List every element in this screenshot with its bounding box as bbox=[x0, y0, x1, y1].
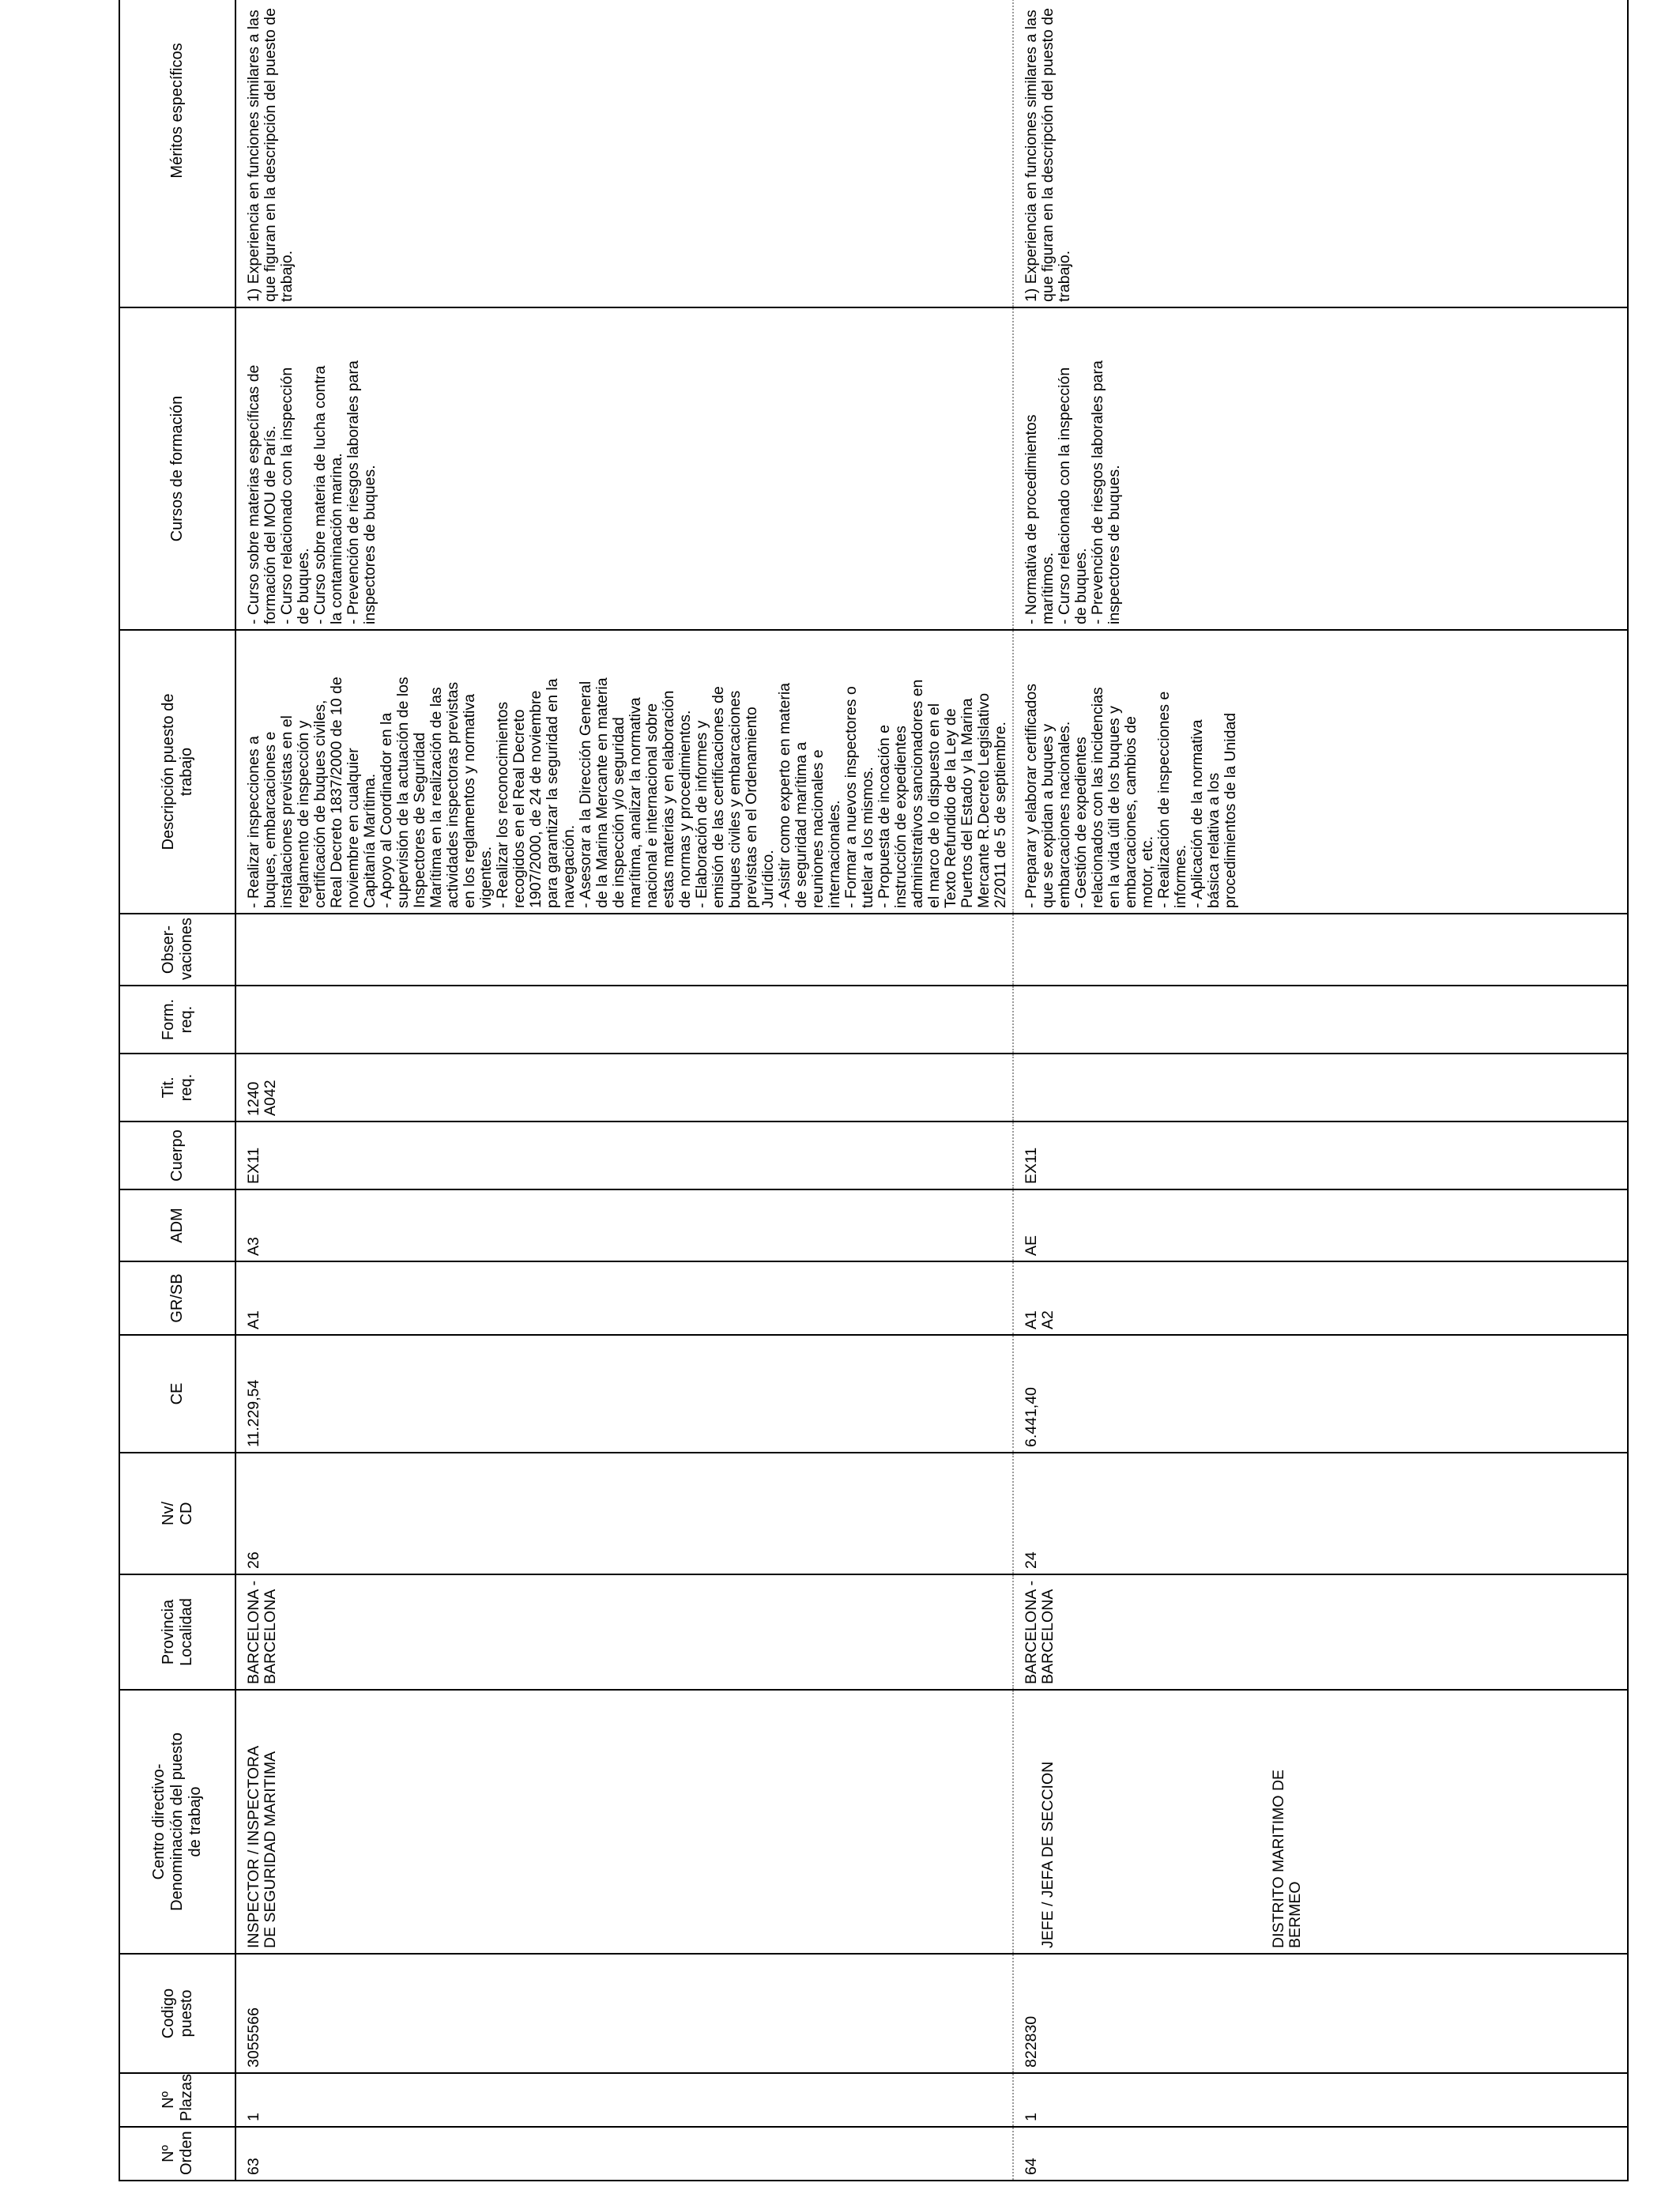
cell-ce: 11.229,54 bbox=[235, 1335, 1013, 1453]
cell-titulacion bbox=[1013, 1054, 1628, 1122]
cell-localidad: BARCELONA - BARCELONA bbox=[1013, 1574, 1628, 1690]
cell-observaciones bbox=[235, 914, 1013, 986]
table-row bbox=[235, 0, 1013, 2181]
cell-descripcion: - Preparar y elaborar certificados que se expidan a buques y embarcaciones nacionales. - Gestión de expedientes relacionados con las incidencias en la vida útil de los buques y embarcaciones, cambios de motor, etc. - Realización de inspecciones e informes. - Aplicación de la normativa básica relativa a los procedimientos de la Unidad bbox=[1013, 630, 1628, 914]
cell-orden: 64 bbox=[1013, 2127, 1628, 2181]
header-titulacion: Tit. req. bbox=[119, 1054, 235, 1122]
header-orden: Nº Orden bbox=[119, 2127, 235, 2181]
header-ce: CE bbox=[119, 1335, 235, 1453]
header-descripcion: Descripción puesto de trabajo bbox=[119, 630, 235, 914]
cell-plazas: 1 bbox=[1013, 2073, 1628, 2127]
rotated-table-wrapper bbox=[119, 8, 1604, 2181]
table-row bbox=[1013, 0, 1628, 2181]
cell-plazas: 1 bbox=[235, 2073, 1013, 2127]
cell-denominacion bbox=[1013, 1690, 1628, 1954]
cell-meritos: 1) Experiencia en funciones similares a las que figuran en la descripción del puesto de trabajo. bbox=[235, 0, 1013, 307]
cell-grupo: A1 bbox=[235, 1261, 1013, 1335]
cell-orden: 63 bbox=[235, 2127, 1013, 2181]
header-formacion: Form. req. bbox=[119, 986, 235, 1054]
header-meritos: Méritos específicos bbox=[119, 0, 235, 307]
header-denominacion: Centro directivo- Denominación del puesto de trabajo bbox=[119, 1690, 235, 1954]
cell-ce: 6.441,40 bbox=[1013, 1335, 1628, 1453]
cell-descripcion: - Realizar inspecciones a buques, embarcaciones e instalaciones previstas en el reglamento de inspección y certificación de buques civiles, Real Decreto 1837/2000 de 10 de noviembre en cualquier Capitanía Marítima. - Apoyo al Coordinador en la supervisión de la actuación de los Inspectores de Seguridad Marítima en la realización de las actividades inspectoras previstas en los reglamentos y normativa vigentes. - Realizar los reconocimientos recogidos en el Real Decreto 1907/2000, de 24 de noviembre para garantizar la seguridad en la navegación. - Asesorar a la Dirección General de la Marina Mercante en materia de inspección y/o seguridad marítima, analizar la normativa nacional e internacional sobre estas materias y en elaboración de normas y procedimientos. - Elaboración de informes y emisión de las certificaciones de buques civiles y embarcaciones previstas en el Ordenamiento Jurídico. - Asistir como experto en materia de seguridad marítima a reuniones nacionales e internacionales. - Formar a nuevos inspectores o tutelar a los mismos. - Propuesta de incoación e instrucción de expedientes administrativos sancionadores en el marco de lo dispuesto en el Texto Refundido de la Ley de Puertos del Estado y la Marina Mercante R.Decreto Legislativo 2/2011 de 5 de septiembre. bbox=[235, 630, 1013, 914]
cell-meritos: 1) Experiencia en funciones similares a las que figuran en la descripción del puesto de trabajo. bbox=[1013, 0, 1628, 307]
header-cursos: Cursos de formación bbox=[119, 307, 235, 630]
cell-observaciones bbox=[1013, 914, 1628, 986]
cell-adm: AE bbox=[1013, 1189, 1628, 1261]
cell-nivel: 24 bbox=[1013, 1453, 1628, 1574]
cell-cuerpo: EX11 bbox=[1013, 1122, 1628, 1189]
puestos-table bbox=[119, 0, 1629, 2181]
distrito-label: DISTRITO MARITIMO DE BERMEO bbox=[1270, 1769, 1304, 1948]
cell-formacion bbox=[1013, 986, 1628, 1054]
cell-titulacion: 1240 A042 bbox=[235, 1054, 1013, 1122]
cell-nivel: 26 bbox=[235, 1453, 1013, 1574]
header-plazas: Nº Plazas bbox=[119, 2073, 235, 2127]
cell-adm: A3 bbox=[235, 1189, 1013, 1261]
header-adm: ADM bbox=[119, 1189, 235, 1261]
cell-cursos: - Normativa de procedimientos marítimos. - Curso relacionado con la inspección de buques. - Prevención de riesgos laborales para inspectores de buques. bbox=[1013, 307, 1628, 630]
cell-localidad: BARCELONA - BARCELONA bbox=[235, 1574, 1013, 1690]
header-row bbox=[119, 0, 235, 2181]
cell-cuerpo: EX11 bbox=[235, 1122, 1013, 1189]
denominacion-text: JEFE / JEFA DE SECCION bbox=[1039, 1761, 1057, 1948]
header-localidad: Provincia Localidad bbox=[119, 1574, 235, 1690]
cell-codigo: 3055566 bbox=[235, 1954, 1013, 2073]
cell-codigo: 822830 bbox=[1013, 1954, 1628, 2073]
header-observaciones: Obser- vaciones bbox=[119, 914, 235, 986]
header-grupo: GR/SB bbox=[119, 1261, 235, 1335]
cell-cursos: - Curso sobre materias específicas de formación del MOU de París. - Curso relacionado con la inspección de buques. - Curso sobre materia de lucha contra la contaminación marina. - Prevención de riesgos laborales para inspectores de buques. bbox=[235, 307, 1013, 630]
cell-denominacion: INSPECTOR / INSPECTORA DE SEGURIDAD MARITIMA bbox=[235, 1690, 1013, 1954]
header-cuerpo: Cuerpo bbox=[119, 1122, 235, 1189]
header-codigo: Codigo puesto bbox=[119, 1954, 235, 2073]
cell-grupo: A1 A2 bbox=[1013, 1261, 1628, 1335]
header-nivel: Nv/ CD bbox=[119, 1453, 235, 1574]
cell-formacion bbox=[235, 986, 1013, 1054]
